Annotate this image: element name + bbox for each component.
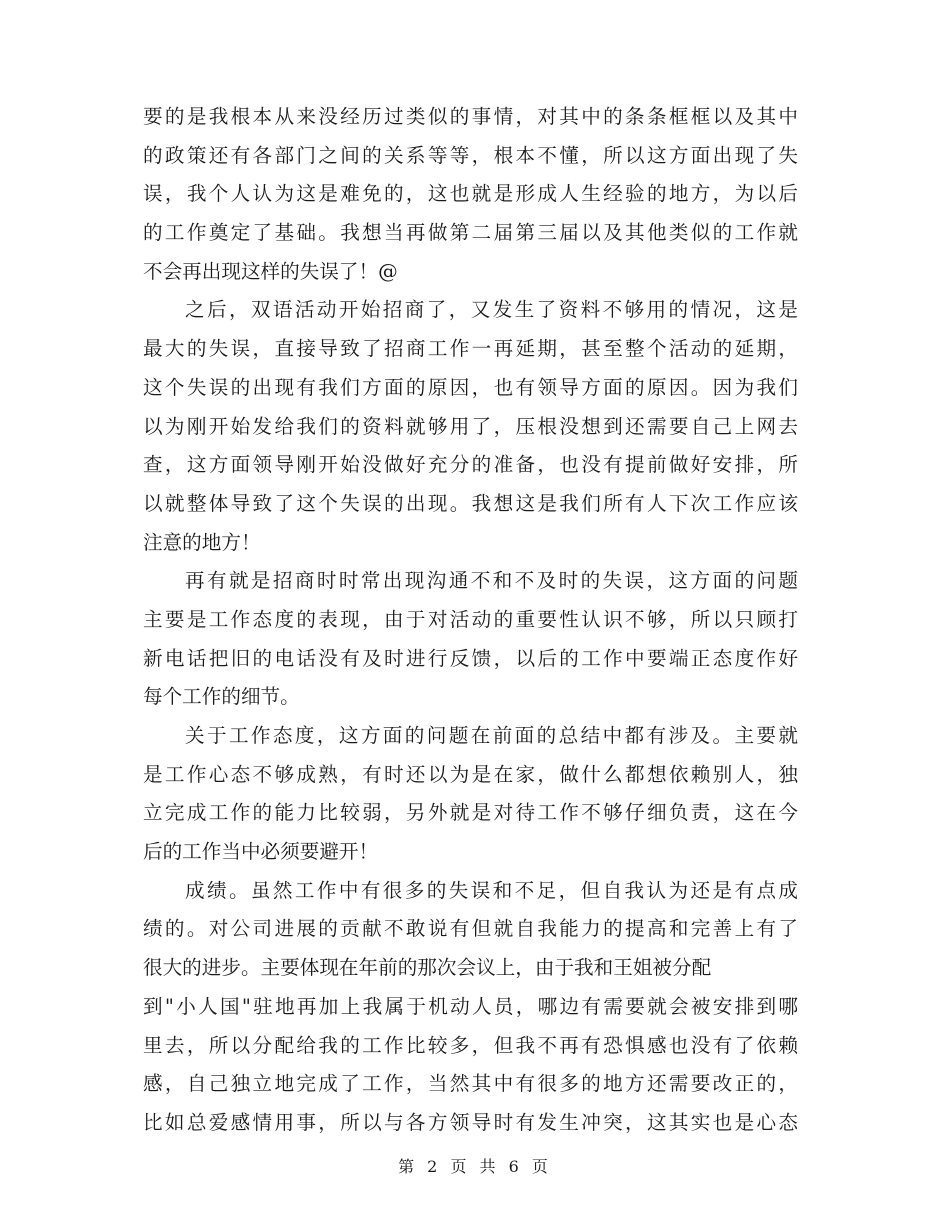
text-line: 查，这方面领导刚开始没做好充分的准备，也没有提前做好安排，所 <box>143 453 798 477</box>
text-line: 是工作心态不够成熟，有时还以为是在家，做什么都想依赖别人，独 <box>143 762 798 786</box>
text-line: 感，自己独立地完成了工作，当然其中有很多的地方还需要改正的， <box>143 1072 798 1096</box>
text-line: 比如总爱感情用事，所以与各方领导时有发生冲突，这其实也是心态 <box>143 1110 798 1134</box>
text-line: 到"小人国"驻地再加上我属于机动人员，哪边有需要就会被安排到哪 <box>143 994 798 1018</box>
text-line: 要的是我根本从来没经历过类似的事情，对其中的条条框框以及其中 <box>143 105 798 128</box>
text-line: 注意的地方！ <box>143 530 261 554</box>
text-line: 的工作奠定了基础。我想当再做第二届第三届以及其他类似的工作就 <box>143 221 798 245</box>
text-line: 最大的失误，直接导致了招商工作一再延期，甚至整个活动的延期， <box>143 337 798 361</box>
page-footer: 第 2 页 共 6 页 <box>398 1157 552 1176</box>
text-line: 之后，双语活动开始招商了，又发生了资料不够用的情况，这是 <box>185 298 798 322</box>
text-line: 后的工作当中必须要避开！ <box>143 840 379 864</box>
text-line: 很大的进步。主要体现在年前的那次会议上，由于我和王姐被分配 <box>143 956 712 980</box>
text-line: 再有就是招商时时常出现沟通不和不及时的失误，这方面的问题 <box>185 569 798 593</box>
text-line: 误，我个人认为这是难免的，这也就是形成人生经验的地方，为以后 <box>143 182 798 206</box>
text-line: 关于工作态度，这方面的问题在前面的总结中都有涉及。主要就 <box>185 724 798 747</box>
text-line: 以为刚开始发给我们的资料就够用了，压根没想到还需要自己上网去 <box>143 414 798 438</box>
text-line: 这个失误的出现有我们方面的原因，也有领导方面的原因。因为我们 <box>143 375 798 399</box>
text-line: 绩的。对公司进展的贡献不敢说有但就自我能力的提高和完善上有了 <box>143 917 798 941</box>
text-line: 的政策还有各部门之间的关系等等，根本不懂，所以这方面出现了失 <box>143 143 798 167</box>
text-line: 以就整体导致了这个失误的出现。我想这是我们所有人下次工作应该 <box>143 491 798 515</box>
text-line: 成绩。虽然工作中有很多的失误和不足，但自我认为还是有点成 <box>185 878 798 902</box>
text-line: 每个工作的细节。 <box>143 685 300 709</box>
text-line: 里去，所以分配给我的工作比较多，但我不再有恐惧感也没有了依赖 <box>143 1033 798 1057</box>
body-text <box>143 98 798 1143</box>
text-line: 新电话把旧的电话没有及时进行反馈，以后的工作中要端正态度作好 <box>143 646 798 670</box>
text-line: 主要是工作态度的表现，由于对活动的重要性认识不够，所以只顾打 <box>143 607 798 631</box>
text-line: 立完成工作的能力比较弱，另外就是对待工作不够仔细负责，这在今 <box>143 801 798 825</box>
text-line: 不会再出现这样的失误了！@ <box>143 259 398 283</box>
